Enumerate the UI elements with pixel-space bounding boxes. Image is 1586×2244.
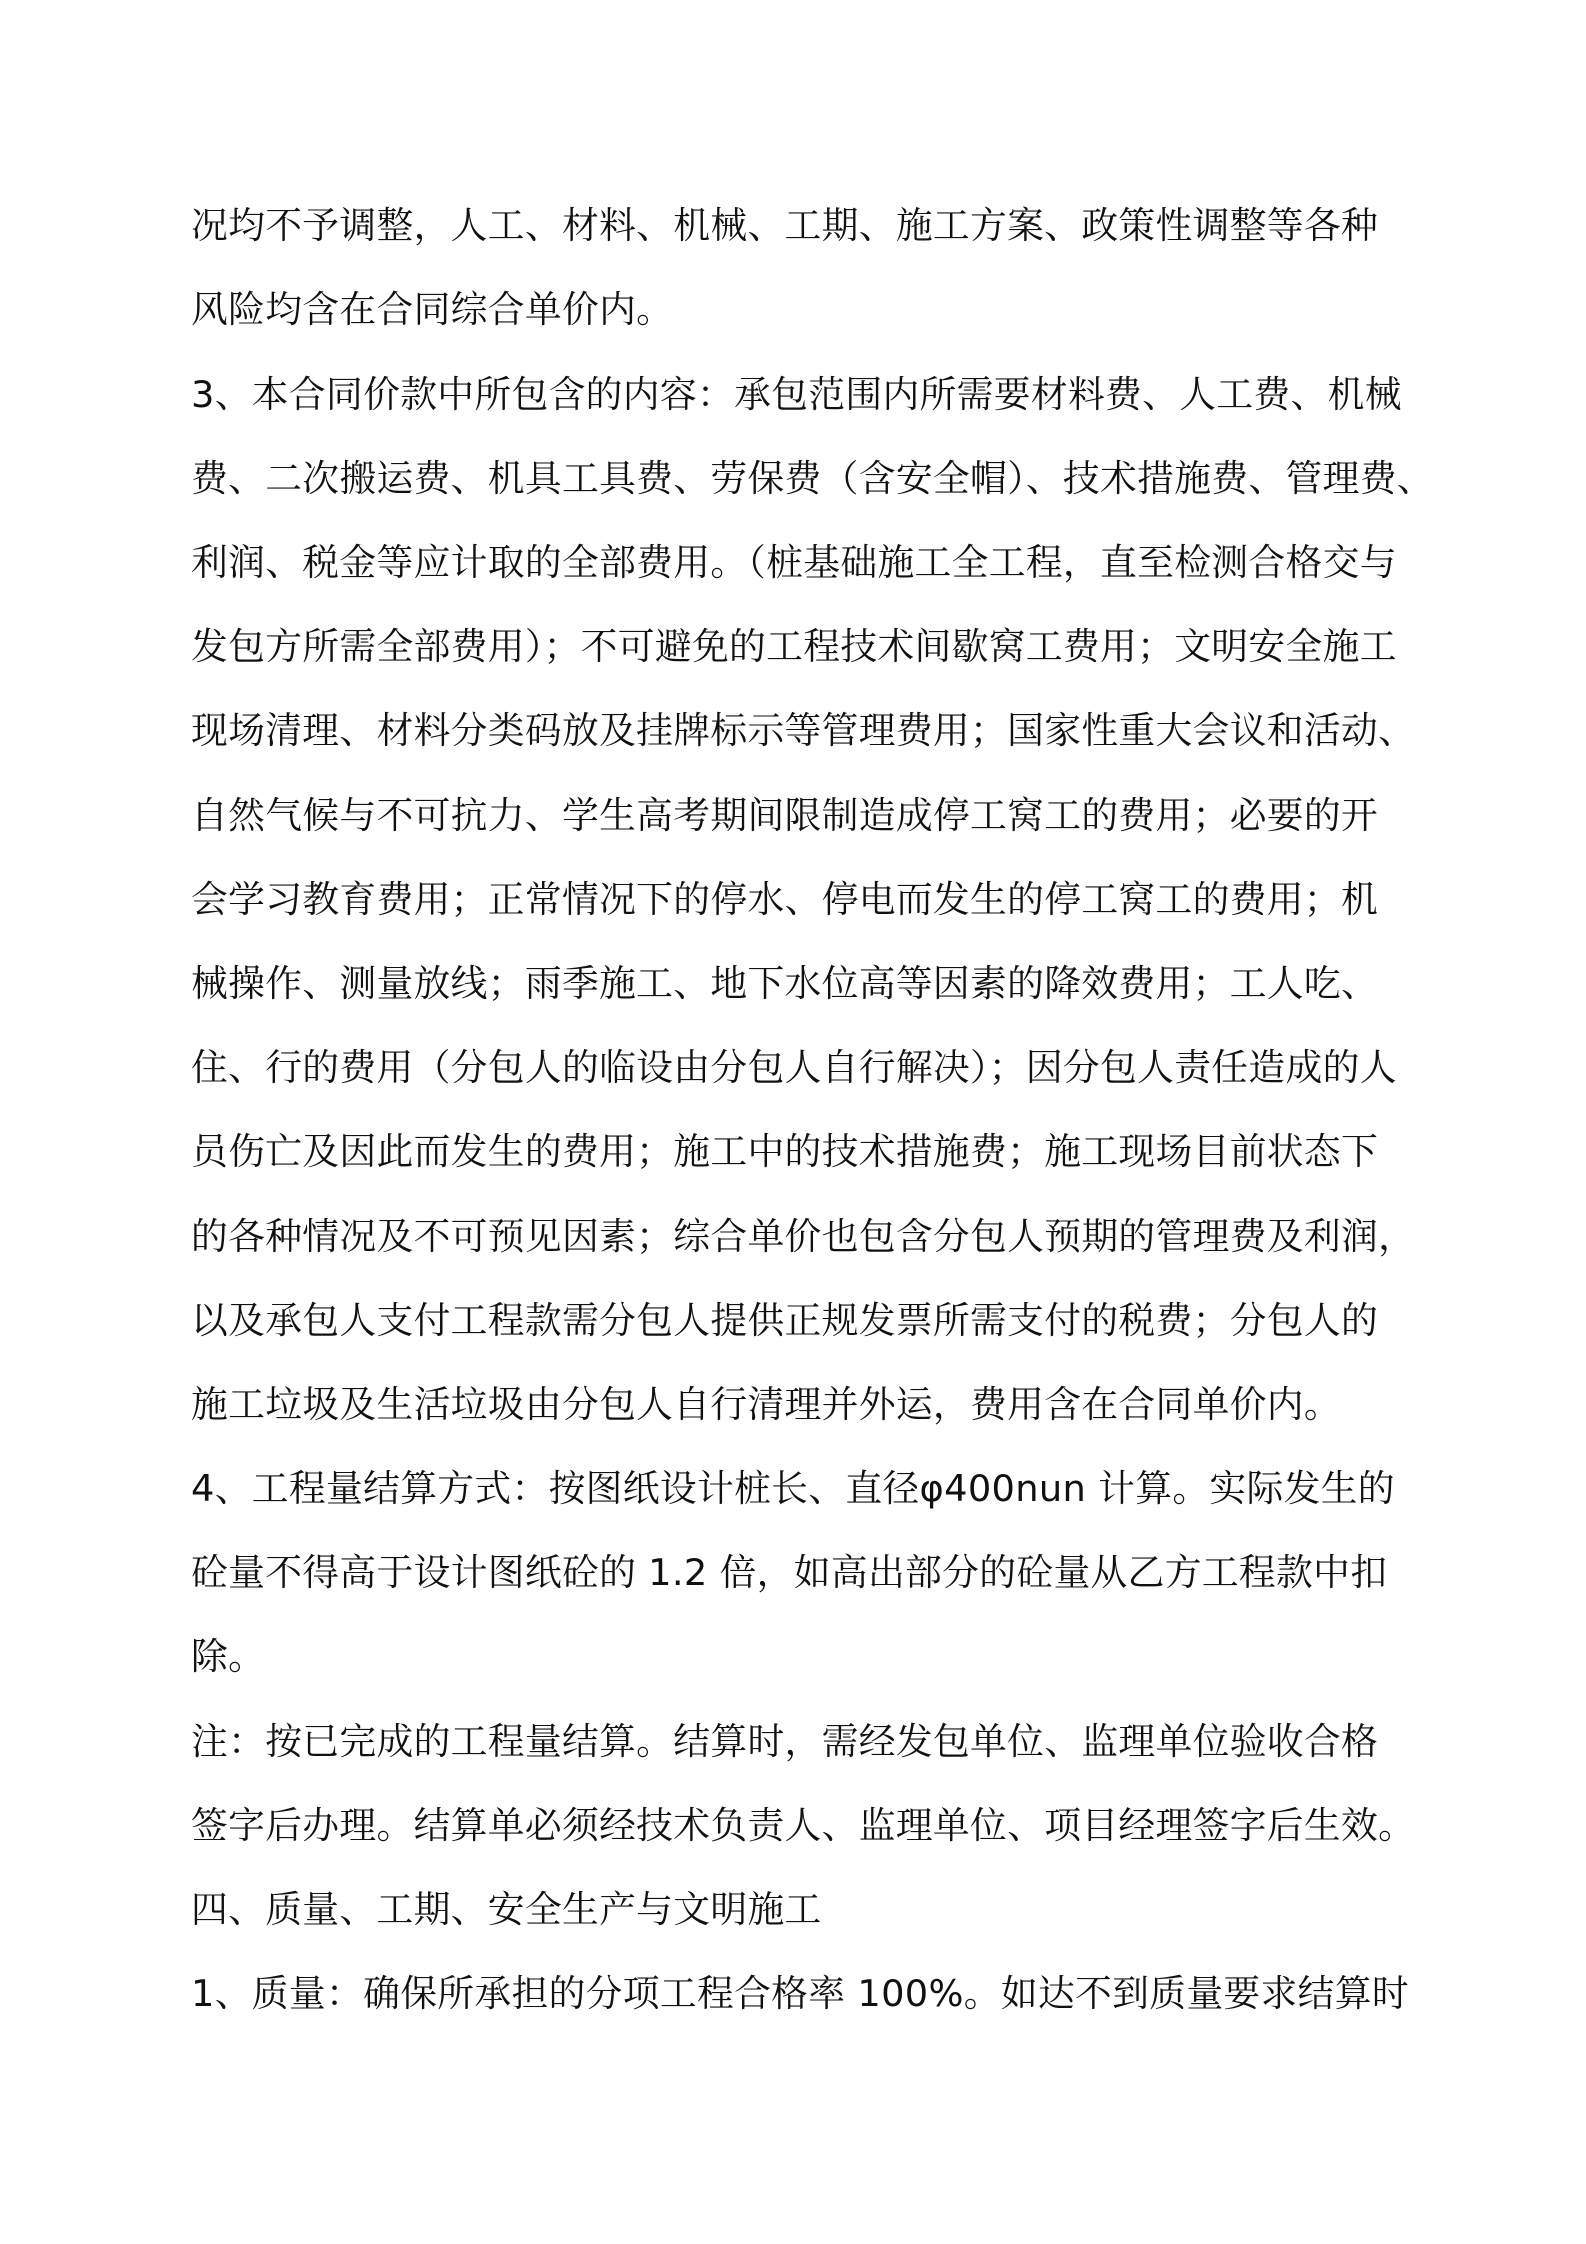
- text-line: 砼量不得高于设计图纸砼的 1.2 倍，如高出部分的砼量从乙方工程款中扣: [191, 1551, 1388, 1594]
- text-line: 况均不予调整，人工、材料、机械、工期、施工方案、政策性调整等各种: [191, 204, 1379, 247]
- text-line: 1、质量：确保所承担的分项工程合格率 100%。如达不到质量要求结算时: [191, 1972, 1409, 2015]
- text-line: 签字后办理。结算单必须经技术负责人、监理单位、项目经理签字后生效。: [191, 1804, 1416, 1847]
- text-line: 风险均含在合同综合单价内。: [191, 288, 674, 331]
- text-line: 注：按已完成的工程量结算。结算时，需经发包单位、监理单位验收合格: [191, 1720, 1379, 1763]
- text-line: 以及承包人支付工程款需分包人提供正规发票所需支付的税费；分包人的: [191, 1299, 1379, 1342]
- text-line: 自然气候与不可抗力、学生高考期间限制造成停工窝工的费用；必要的开: [191, 794, 1379, 837]
- text-line: 施工垃圾及生活垃圾由分包人自行清理并外运，费用含在合同单价内。: [191, 1383, 1342, 1426]
- text-line: 的各种情况及不可预见因素；综合单价也包含分包人预期的管理费及利润，: [191, 1215, 1416, 1258]
- section-heading: 四、质量、工期、安全生产与文明施工: [191, 1888, 822, 1931]
- text-line: 会学习教育费用；正常情况下的停水、停电而发生的停工窝工的费用；机: [191, 878, 1379, 921]
- text-line: 除。: [191, 1635, 266, 1678]
- text-line: 3、本合同价款中所包含的内容：承包范围内所需要材料费、人工费、机械: [191, 373, 1402, 416]
- text-line: 利润、税金等应计取的全部费用。（桩基础施工全工程，直至检测合格交与: [191, 541, 1397, 584]
- text-line: 员伤亡及因此而发生的费用；施工中的技术措施费；施工现场目前状态下: [191, 1130, 1379, 1173]
- text-line: 住、行的费用（分包人的临设由分包人自行解决）；因分包人责任造成的人: [191, 1046, 1397, 1089]
- text-line: 费、二次搬运费、机具工具费、劳保费（含安全帽）、技术措施费、管理费、: [191, 457, 1434, 500]
- text-line: 4、工程量结算方式：按图纸设计桩长、直径φ400nun 计算。实际发生的: [191, 1467, 1395, 1510]
- text-line: 械操作、测量放线；雨季施工、地下水位高等因素的降效费用；工人吃、: [191, 962, 1379, 1005]
- text-line: 现场清理、材料分类码放及挂牌标示等管理费用；国家性重大会议和活动、: [191, 709, 1416, 752]
- text-line: 发包方所需全部费用）；不可避免的工程技术间歇窝工费用；文明安全施工: [191, 625, 1397, 668]
